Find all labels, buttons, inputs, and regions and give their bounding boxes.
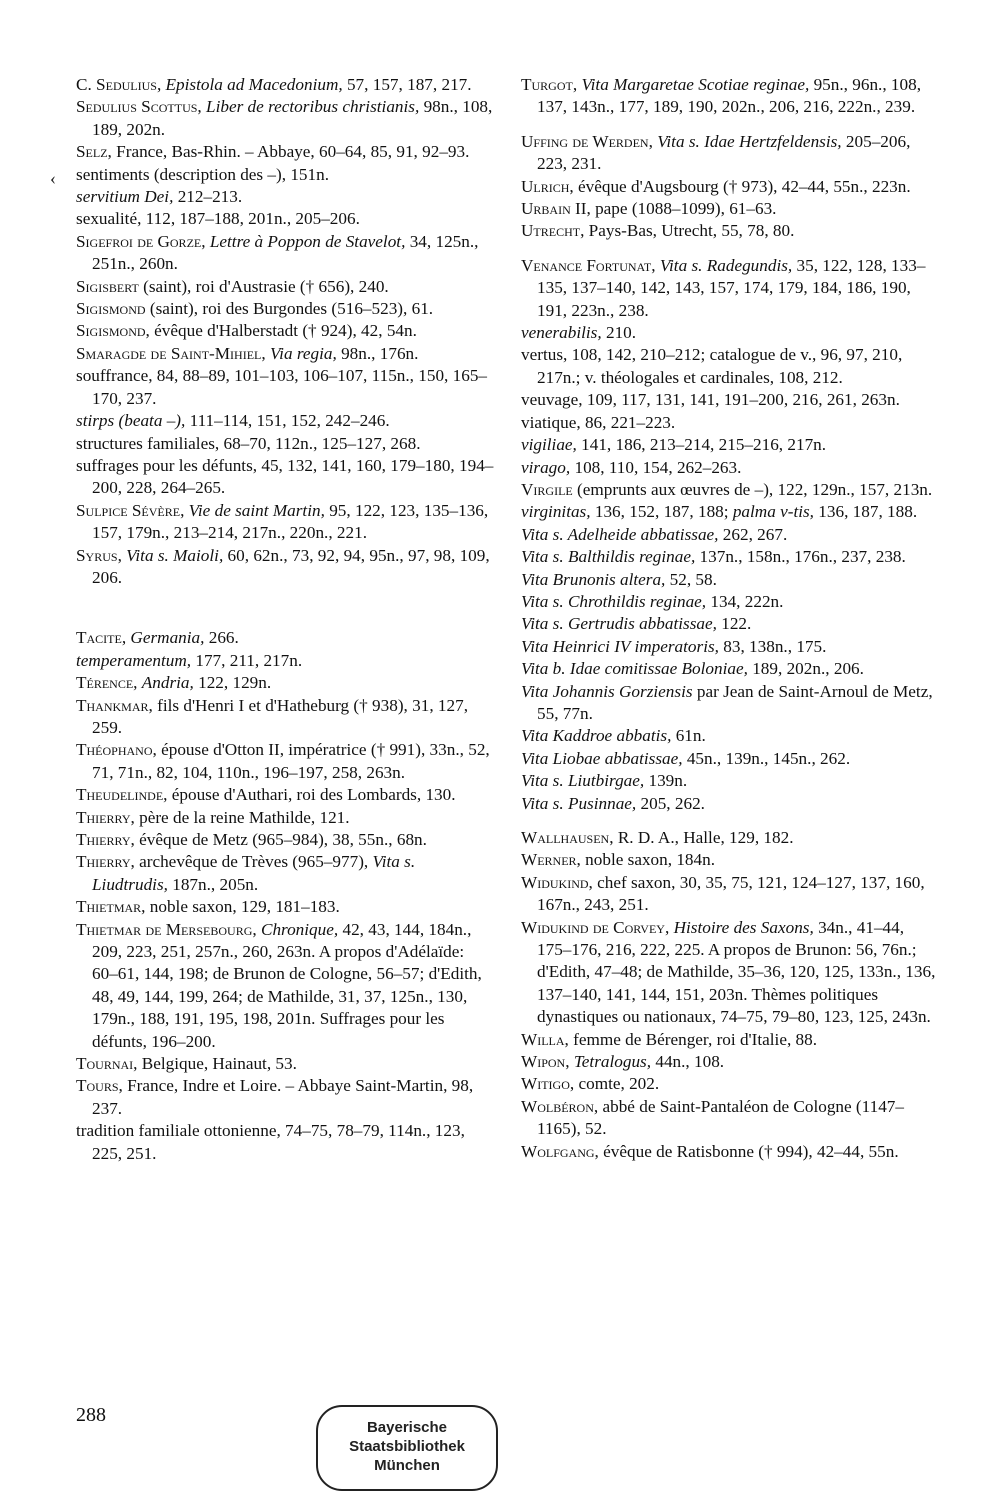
stamp-line-3: München bbox=[374, 1457, 440, 1474]
entry-heading: Ulrich, bbox=[521, 176, 574, 196]
entry-heading: viatique, 86, 221–223. bbox=[521, 412, 676, 432]
entry-heading: Syrus, bbox=[76, 545, 122, 565]
entry-heading: Thankmar, bbox=[76, 695, 153, 715]
index-entry bbox=[521, 322, 939, 344]
entry-text: 42, 43, 144, 184n., 209, 223, 251, 257n., 260, 263n. A propos d'Adélaïde: 60–61, 144, 198; de Brunon de Cologne, 56–57; d'Edith, 48, 49, 144, 199, 264; de Mathilde, 31, 37, 125n., 130, 179n., 188, 191, 195, 198, 201n. Suffrages pour les défunts, 196–200. bbox=[92, 919, 482, 1051]
entry-heading: Sigefroi de Gorze, bbox=[76, 231, 206, 251]
index-entry bbox=[521, 220, 939, 242]
entry-heading: Sigismond bbox=[76, 299, 146, 319]
entry-text: Pays-Bas, Utrecht, 55, 78, 80. bbox=[584, 221, 795, 241]
entry-text: Vita Margaretae Scotiae reginae, bbox=[581, 75, 810, 94]
entry-heading: Tacite, bbox=[76, 628, 127, 648]
index-entry bbox=[76, 896, 494, 918]
entry-heading: temperamentum, bbox=[76, 650, 192, 670]
section-gap bbox=[521, 815, 939, 827]
entry-text: noble saxon, 129, 181–183. bbox=[145, 897, 340, 917]
index-entry bbox=[76, 74, 494, 96]
entry-heading: sentiments (description des –), 151n. bbox=[76, 164, 329, 184]
entry-heading: Vita Kaddroe abbatis, bbox=[521, 726, 672, 746]
entry-text: 139n. bbox=[644, 771, 688, 791]
index-entry bbox=[76, 343, 494, 365]
entry-heading: C. Sedulius, bbox=[76, 75, 162, 94]
entry-heading: vigiliae, bbox=[521, 435, 577, 455]
entry-heading: vertus, 108, 142, 210–212; catalogue de v., 96, 97, 210, 217n.; v. théologales et cardinales, 108, 212. bbox=[521, 345, 903, 387]
entry-heading: Vita s. Chrothildis reginae, bbox=[521, 591, 707, 611]
entry-heading: sexualité, 112, 187–188, 201n., 205–206. bbox=[76, 209, 360, 229]
entry-heading: Virgile bbox=[521, 479, 573, 499]
entry-heading: Urbain bbox=[521, 199, 571, 219]
entry-text: épouse d'Authari, roi des Lombards, 130. bbox=[167, 785, 456, 805]
entry-text: 187n., 205n. bbox=[167, 874, 259, 894]
index-entry bbox=[521, 872, 939, 917]
entry-heading: Thierry, bbox=[76, 852, 135, 872]
index-entry bbox=[76, 695, 494, 740]
entry-text: 52, 58. bbox=[665, 569, 717, 589]
index-entry bbox=[76, 186, 494, 208]
entry-text: Histoire des Saxons, bbox=[673, 917, 814, 937]
entry-text: 205–206, 223, 231. bbox=[537, 131, 911, 174]
index-entry bbox=[76, 320, 494, 342]
index-entry bbox=[521, 176, 939, 198]
index-entry bbox=[76, 851, 494, 896]
entry-heading: Wipon, bbox=[521, 1052, 570, 1072]
entry-text: chef saxon, 30, 35, 75, 121, 124–127, 137, 160, 167n., 243, 251. bbox=[537, 872, 925, 915]
stamp-line-1: Bayerische bbox=[366, 1419, 448, 1436]
entry-text: 57, 157, 187, 217. bbox=[342, 75, 472, 94]
index-entry bbox=[76, 1120, 494, 1165]
index-entry bbox=[521, 546, 939, 568]
entry-text: II, pape (1088–1099), 61–63. bbox=[570, 199, 777, 219]
entry-heading: Sigismond, bbox=[76, 321, 150, 341]
index-entry bbox=[76, 298, 494, 320]
index-entry bbox=[521, 389, 939, 411]
entry-text: archevêque de Trèves (965–977), bbox=[134, 852, 373, 872]
entry-text: (saint), roi d'Austrasie († 656), 240. bbox=[138, 276, 389, 296]
entry-text: 98n., 108, 189, 202n. bbox=[92, 97, 493, 139]
entry-heading: Vita Brunonis altera, bbox=[521, 569, 666, 589]
entry-text: Vie de saint Martin, bbox=[188, 500, 325, 520]
entry-heading: Vita b. Idae comitissae Boloniae, bbox=[521, 659, 748, 679]
entry-heading: virginitas, bbox=[521, 502, 591, 522]
entry-text: Vita s. Maioli, bbox=[126, 545, 224, 565]
index-entry bbox=[521, 434, 939, 456]
entry-text: 205, 262. bbox=[636, 793, 705, 813]
entry-heading: Vita s. Adelheide abbatissae, bbox=[521, 524, 719, 544]
section-gap bbox=[76, 589, 494, 627]
entry-heading: virago, bbox=[521, 457, 571, 477]
entry-text: évêque d'Halberstadt († 924), 42, 54n. bbox=[149, 321, 417, 341]
entry-heading: Théophano, bbox=[76, 740, 157, 760]
entry-heading: Willa, bbox=[521, 1029, 569, 1049]
entry-text: 108, 110, 154, 262–263. bbox=[570, 457, 742, 477]
entry-text: (emprunts aux œuvres de –), 122, 129n., 157, 213n. bbox=[572, 479, 933, 499]
index-entry bbox=[521, 255, 939, 322]
entry-text: Lettre à Poppon de Stavelot, bbox=[209, 231, 406, 251]
entry-text: 212–213. bbox=[173, 187, 243, 207]
index-entry bbox=[521, 681, 939, 726]
entry-text: 136, 187, 188. bbox=[813, 502, 918, 522]
index-entry bbox=[76, 545, 494, 590]
index-entry bbox=[521, 524, 939, 546]
entry-heading: servitium Dei, bbox=[76, 187, 174, 207]
index-entry bbox=[521, 1029, 939, 1051]
index-entry bbox=[76, 96, 494, 141]
index-entry bbox=[521, 917, 939, 1029]
entry-text: par Jean de Saint-Arnoul de Metz, 55, 77n. bbox=[537, 681, 933, 723]
index-entry bbox=[521, 412, 939, 434]
index-column-left bbox=[76, 74, 494, 1165]
index-entry bbox=[76, 739, 494, 784]
entry-heading: venerabilis, bbox=[521, 323, 602, 343]
index-column-right bbox=[521, 74, 939, 1163]
entry-heading: Vita s. Balthildis reginae, bbox=[521, 547, 696, 567]
entry-heading: Vita Johannis Gorziensis bbox=[521, 681, 693, 701]
entry-text: Chronique, bbox=[260, 919, 339, 939]
entry-text: 137n., 158n., 176n., 237, 238. bbox=[695, 547, 906, 567]
entry-text: 44n., 108. bbox=[651, 1052, 725, 1072]
entry-heading: Theudelinde, bbox=[76, 785, 168, 805]
index-entry bbox=[521, 1096, 939, 1141]
entry-text: évêque d'Augsbourg († 973), 42–44, 55n., 223n. bbox=[573, 176, 911, 196]
index-entry bbox=[76, 784, 494, 806]
entry-text: 61n. bbox=[671, 726, 706, 746]
index-entry bbox=[521, 1141, 939, 1163]
entry-text: 189, 202n., 206. bbox=[747, 659, 864, 679]
index-entry bbox=[521, 131, 939, 176]
margin-mark: ‹ bbox=[50, 168, 56, 188]
index-entry bbox=[521, 613, 939, 635]
entry-text: 141, 186, 213–214, 215–216, 217n. bbox=[576, 435, 827, 455]
index-entry bbox=[521, 457, 939, 479]
index-entry bbox=[521, 569, 939, 591]
entry-heading: Witigo, bbox=[521, 1074, 575, 1094]
entry-heading: Vita Liobae abbatissae, bbox=[521, 748, 683, 768]
entry-text: Epistola ad Macedonium, bbox=[165, 75, 343, 94]
index-entry bbox=[521, 74, 939, 119]
entry-text: palma v-tis, bbox=[732, 502, 814, 522]
entry-heading: Tours, bbox=[76, 1076, 123, 1096]
entry-text: noble saxon, 184n. bbox=[580, 850, 716, 870]
entry-text: Germania, bbox=[130, 628, 205, 648]
entry-text: fils d'Henri I et d'Hatheburg († 938), 31, 127, 259. bbox=[92, 695, 469, 737]
entry-text: Vita s. Liudtrudis, bbox=[92, 852, 416, 894]
entry-heading: Wallhausen, bbox=[521, 828, 614, 847]
entry-text: 60, 62n., 73, 92, 94, 95n., 97, 98, 109, 206. bbox=[92, 545, 490, 587]
entry-heading: Turgot, bbox=[521, 75, 578, 94]
index-entry bbox=[76, 231, 494, 276]
page-number: 288 bbox=[76, 1404, 106, 1426]
entry-text: 262, 267. bbox=[718, 524, 788, 544]
entry-heading: Térence, bbox=[76, 673, 138, 693]
entry-text: 83, 138n., 175. bbox=[718, 636, 827, 656]
entry-text: abbé de Saint-Pantaléon de Cologne (1147–1165), 52. bbox=[537, 1096, 904, 1139]
entry-text: Vita s. Radegundis, bbox=[659, 255, 793, 275]
index-entry bbox=[521, 344, 939, 389]
entry-text: comte, 202. bbox=[574, 1074, 660, 1094]
index-entry bbox=[521, 501, 939, 523]
index-entry bbox=[521, 591, 939, 613]
entry-text: 34n., 41–44, 175–176, 216, 222, 225. A propos de Brunon: 56, 76n.; d'Edith, 47–48; de Mathilde, 35–36, 120, 125, 133n., 136, 137–140, 141, 144, 151, 203n. Thèmes politiques dynastiques ou nationaux, 74–75, 79–80, 123, 125, 243n. bbox=[537, 917, 936, 1027]
entry-heading: Uffing de Werden, bbox=[521, 131, 653, 151]
index-entry bbox=[76, 410, 494, 432]
index-entry bbox=[76, 650, 494, 672]
entry-text: Tetralogus, bbox=[573, 1052, 652, 1072]
index-entry bbox=[521, 827, 939, 849]
stamp-line-2: Staatsbibliothek bbox=[349, 1438, 465, 1455]
entry-heading: Sulpice Sévère, bbox=[76, 500, 185, 520]
entry-text: 134, 222n. bbox=[706, 591, 784, 611]
index-entry bbox=[521, 198, 939, 220]
entry-text: (saint), roi des Burgondes (516–523), 61. bbox=[145, 299, 434, 319]
entry-heading: tradition familiale ottonienne, 74–75, 78–79, 114n., 123, 225, 251. bbox=[76, 1121, 465, 1163]
index-entry bbox=[76, 500, 494, 545]
entry-text: 95n., 96n., 108, 137, 143n., 177, 189, 190, 202n., 206, 216, 222n., 239. bbox=[537, 75, 921, 117]
entry-text: 111–114, 151, 152, 242–246. bbox=[185, 411, 390, 431]
entry-text: France, Bas-Rhin. – Abbaye, 60–64, 85, 91, 92–93. bbox=[111, 142, 470, 162]
entry-heading: Vita Heinrici IV imperatoris, bbox=[521, 636, 719, 656]
entry-text: évêque de Ratisbonne († 994), 42–44, 55n. bbox=[598, 1141, 899, 1161]
entry-heading: Thietmar, bbox=[76, 897, 146, 917]
entry-heading: Utrecht, bbox=[521, 221, 585, 241]
entry-text: 210. bbox=[601, 323, 637, 343]
entry-text: Belgique, Hainaut, 53. bbox=[137, 1054, 297, 1074]
entry-text: Via regia, bbox=[269, 343, 337, 363]
entry-heading: veuvage, 109, 117, 131, 141, 191–200, 216, 261, 263n. bbox=[521, 390, 900, 410]
index-entry bbox=[521, 636, 939, 658]
entry-heading: Widukind de Corvey, bbox=[521, 917, 670, 937]
index-entry bbox=[521, 658, 939, 680]
index-entry bbox=[76, 276, 494, 298]
entry-text: 136, 152, 187, 188; bbox=[590, 502, 733, 522]
index-entry bbox=[76, 208, 494, 230]
index-entry bbox=[76, 141, 494, 163]
index-entry bbox=[521, 1073, 939, 1095]
library-stamp bbox=[316, 1405, 498, 1491]
index-entry bbox=[76, 672, 494, 694]
stamp-text bbox=[316, 1418, 498, 1475]
entry-heading: Wolfgang, bbox=[521, 1141, 599, 1161]
entry-heading: Sedulius Scottus, bbox=[76, 97, 202, 117]
entry-text: 95, 122, 123, 135–136, 157, 179n., 213–214, 217n., 220n., 221. bbox=[92, 500, 489, 543]
index-entry bbox=[76, 1053, 494, 1075]
entry-heading: Vita s. Liutbirgae, bbox=[521, 771, 645, 791]
entry-text: R. D. A., Halle, 129, 182. bbox=[613, 828, 794, 847]
entry-heading: Werner, bbox=[521, 850, 581, 870]
entry-text: femme de Bérenger, roi d'Italie, 88. bbox=[568, 1029, 818, 1049]
entry-text: Liber de rectoribus christianis, bbox=[206, 97, 420, 117]
index-entry bbox=[76, 1075, 494, 1120]
entry-text: épouse d'Otton II, impératrice († 991), 33n., 52, 71, 71n., 82, 104, 110n., 196–197, 258, 263n. bbox=[92, 740, 490, 782]
entry-text: 35, 122, 128, 133–135, 137–140, 142, 143, 157, 174, 179, 184, 186, 190, 191, 223n., 238. bbox=[537, 255, 926, 320]
entry-text: 266. bbox=[204, 628, 239, 648]
entry-text: 122. bbox=[716, 614, 752, 634]
entry-text: 45n., 139n., 145n., 262. bbox=[682, 748, 851, 768]
index-entry bbox=[521, 479, 939, 501]
index-entry bbox=[76, 627, 494, 649]
entry-text: Andria, bbox=[141, 673, 194, 693]
index-entry bbox=[76, 807, 494, 829]
entry-text: père de la reine Mathilde, 121. bbox=[134, 807, 350, 827]
index-entry bbox=[76, 365, 494, 410]
entry-heading: Tournai, bbox=[76, 1054, 138, 1074]
index-entry bbox=[521, 748, 939, 770]
index-entry bbox=[521, 770, 939, 792]
section-gap bbox=[521, 243, 939, 255]
entry-heading: Selz, bbox=[76, 142, 112, 162]
entry-heading: Widukind, bbox=[521, 872, 593, 892]
entry-heading: structures familiales, 68–70, 112n., 125–127, 268. bbox=[76, 433, 421, 453]
entry-heading: stirps (beata –), bbox=[76, 411, 186, 431]
entry-text: France, Indre et Loire. – Abbaye Saint-Martin, 98, 237. bbox=[92, 1076, 474, 1118]
entry-text: 34, 125n., 251n., 260n. bbox=[92, 231, 479, 274]
entry-heading: Thierry, bbox=[76, 830, 135, 849]
entry-heading: Venance Fortunat, bbox=[521, 255, 656, 275]
entry-heading: Thierry, bbox=[76, 807, 135, 827]
entry-heading: Vita s. Gertrudis abbatissae, bbox=[521, 614, 717, 634]
entry-heading: Thietmar de Mersebourg, bbox=[76, 919, 257, 939]
index-entry bbox=[76, 433, 494, 455]
entry-heading: Smaragde de Saint-Mihiel, bbox=[76, 343, 266, 363]
index-entry bbox=[521, 725, 939, 747]
entry-text: 177, 211, 217n. bbox=[191, 650, 303, 670]
entry-heading: suffrages pour les défunts, 45, 132, 141, 160, 179–180, 194–200, 228, 264–265. bbox=[76, 455, 494, 498]
entry-text: 122, 129n. bbox=[193, 673, 272, 693]
entry-heading: Wolbéron, bbox=[521, 1096, 599, 1116]
index-entry bbox=[521, 793, 939, 815]
entry-heading: Vita s. Pusinnae, bbox=[521, 793, 637, 813]
section-gap bbox=[521, 119, 939, 131]
index-entry bbox=[521, 1051, 939, 1073]
index-entry bbox=[521, 849, 939, 871]
index-entry bbox=[76, 829, 494, 851]
entry-text: 98n., 176n. bbox=[336, 343, 419, 363]
entry-text: Vita s. Idae Hertzfeldensis, bbox=[657, 131, 842, 151]
index-entry bbox=[76, 455, 494, 500]
entry-heading: souffrance, 84, 88–89, 101–103, 106–107, 115n., 150, 165–170, 237. bbox=[76, 366, 488, 408]
entry-text: évêque de Metz (965–984), 38, 55n., 68n. bbox=[134, 830, 427, 849]
entry-heading: Sigisbert bbox=[76, 276, 139, 296]
index-entry bbox=[76, 164, 494, 186]
index-entry bbox=[76, 919, 494, 1053]
